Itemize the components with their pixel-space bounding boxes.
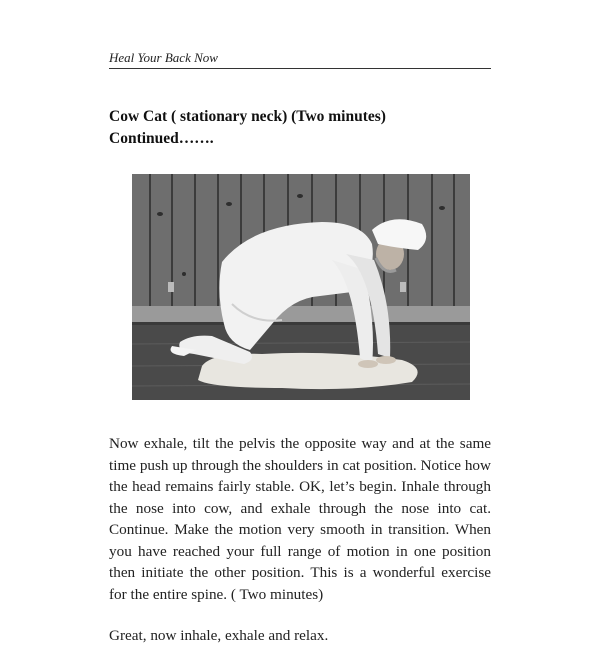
section-title xyxy=(109,106,489,150)
section-title-line1: Cow Cat ( stationary neck) (Two minutes) xyxy=(109,108,386,125)
closing-line: Great, now inhale, exhale and relax. xyxy=(109,627,329,644)
body-paragraph xyxy=(109,433,491,605)
running-title: Heal Your Back Now xyxy=(109,50,218,65)
running-header xyxy=(109,50,491,69)
section-title-line2: Continued……. xyxy=(109,130,214,147)
exercise-photo xyxy=(132,174,470,400)
exercise-photo-illustration xyxy=(132,174,470,400)
body-paragraph-text: Now exhale, tilt the pelvis the opposite way and at the same time push up through the shoulders in cat position. Notice how the head remains fairly stable. OK, let’s begin. Inhale through the nose into cow, and exhale through the nose into cat. Continue. Make the motion very smooth in transition. When you have reached your full range of motion in one position then initiate the other position. This is a wonderful exercise for the entire spine. ( Two minutes) xyxy=(109,435,491,603)
